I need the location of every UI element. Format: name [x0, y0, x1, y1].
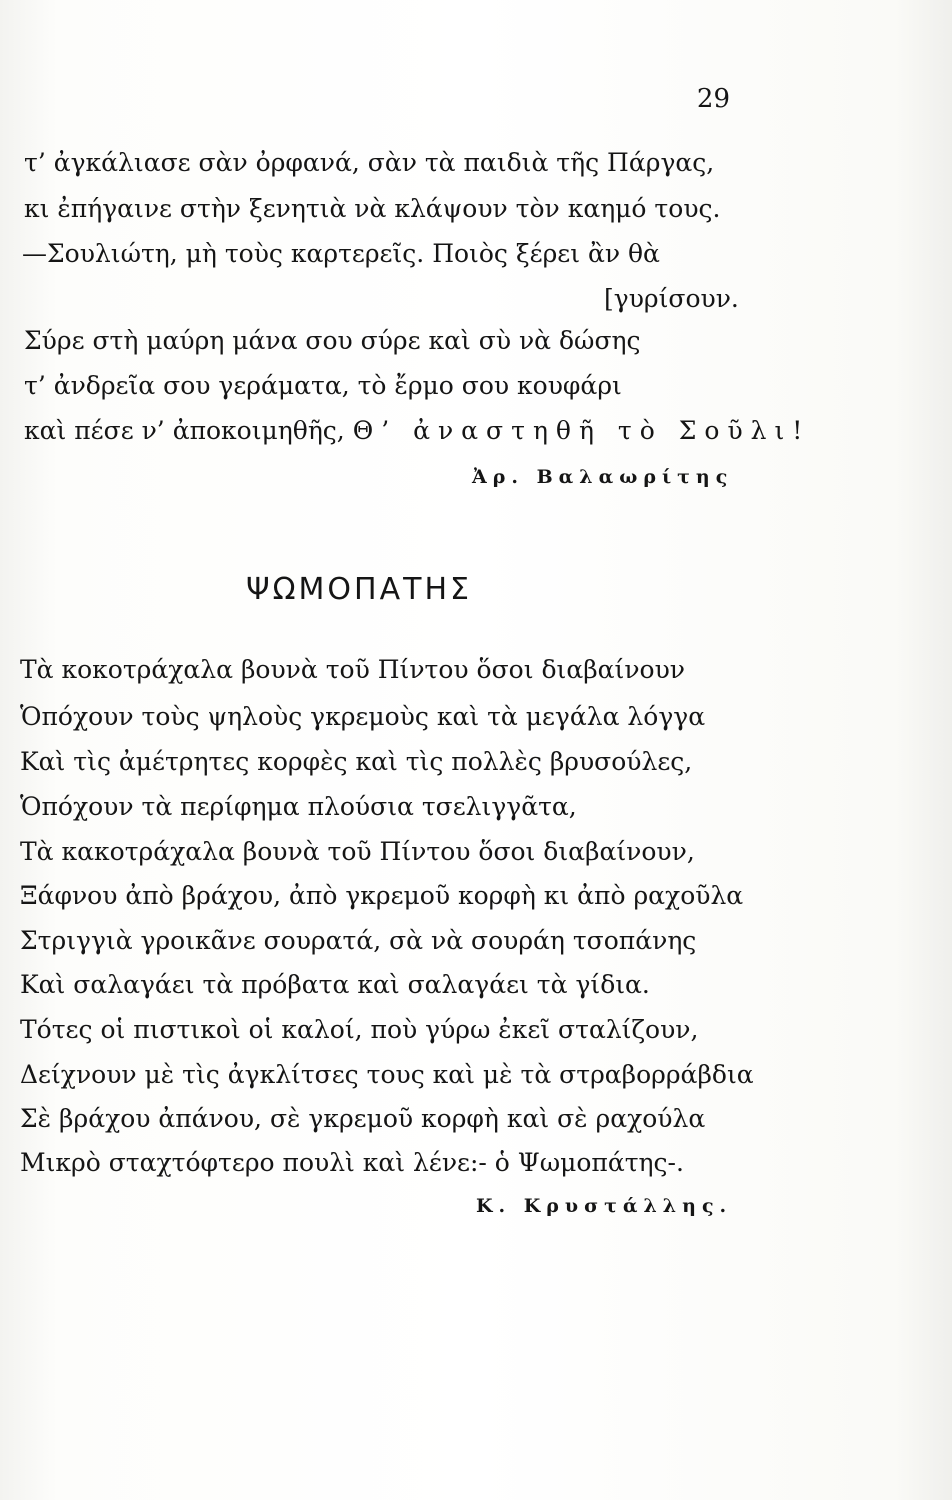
poem1-author: Ἀρ. Βαλαωρίτης: [472, 466, 734, 488]
poem2-line: Μικρὸ σταχτόφτερο πουλὶ καὶ λένε:- ὁ Ψωμοπάτης-.: [20, 1148, 684, 1177]
page-number: 29: [696, 84, 730, 114]
poem1-line: —Σουλιώτη, μὴ τοὺς καρτερεῖς. Ποιὸς ξέρει ἂν θὰ: [22, 239, 660, 268]
poem1-line: [γυρίσουν.: [604, 284, 739, 313]
poem2-line: Ξάφνου ἀπὸ βράχου, ἀπὸ γκρεμοῦ κορφὴ κι ἀπὸ ραχοῦλα: [20, 881, 744, 910]
poem2-line: Καὶ τὶς ἀμέτρητες κορφὲς καὶ τὶς πολλὲς βρυσούλες,: [20, 747, 693, 776]
poem2-line: Ὁπόχουν τὰ περίφημα πλούσια τσελιγγᾶτα,: [20, 792, 577, 821]
poem1-line: τ’ ἀνδρεῖα σου γεράματα, τὸ ἔρμο σου κουφάρι: [24, 371, 622, 400]
poem1-last-line-spaced: Θ’ ἀναστηθῆ τὸ Σοῦλι!: [352, 416, 811, 445]
poem2-line: Σὲ βράχου ἀπάνου, σὲ γκρεμοῦ κορφὴ καὶ σὲ ραχούλα: [20, 1104, 706, 1133]
poem2-line: Δείχνουν μὲ τὶς ἀγκλίτσες τους καὶ μὲ τὰ στραβορράβδια: [20, 1060, 754, 1089]
poem1-line: [24, 418, 810, 443]
poem1-line: κι ἐπήγαινε στὴν ξενητιὰ νὰ κλάψουν τὸν καημό τους.: [24, 194, 721, 223]
poem1-line: Σύρε στὴ μαύρη μάνα σου σύρε καὶ σὺ νὰ δώσης: [24, 326, 641, 355]
poem2-author: Κ. Κρυστάλλης.: [476, 1195, 733, 1217]
poem2-line: Τὰ κακοτράχαλα βουνὰ τοῦ Πίντου ὅσοι διαβαίνουν,: [20, 837, 695, 866]
poem-title: ΨΩΜΟΠΑΤΗΣ: [246, 572, 472, 607]
poem2-line: Στριγγιὰ γροικᾶνε σουρατά, σὰ νὰ σουράη τσοπάνης: [20, 926, 697, 955]
poem2-line: Τότες οἱ πιστικοὶ οἱ καλοί, ποὺ γύρω ἐκεῖ σταλίζουν,: [20, 1015, 699, 1044]
poem2-line: Ὁπόχουν τοὺς ψηλοὺς γκρεμοὺς καὶ τὰ μεγάλα λόγγα: [20, 702, 706, 731]
poem1-line: τ’ ἀγκάλιασε σὰν ὀρφανά, σὰν τὰ παιδιὰ τῆς Πάργας,: [24, 148, 715, 177]
poem1-last-line-start: καὶ πέσε ν’ ἀποκοιμηθῆς,: [24, 416, 345, 445]
poem2-line: Καὶ σαλαγάει τὰ πρόβατα καὶ σαλαγάει τὰ γίδια.: [20, 970, 650, 999]
poem2-line: Τὰ κοκοτράχαλα βουνὰ τοῦ Πίντου ὅσοι διαβαίνουν: [20, 655, 685, 684]
